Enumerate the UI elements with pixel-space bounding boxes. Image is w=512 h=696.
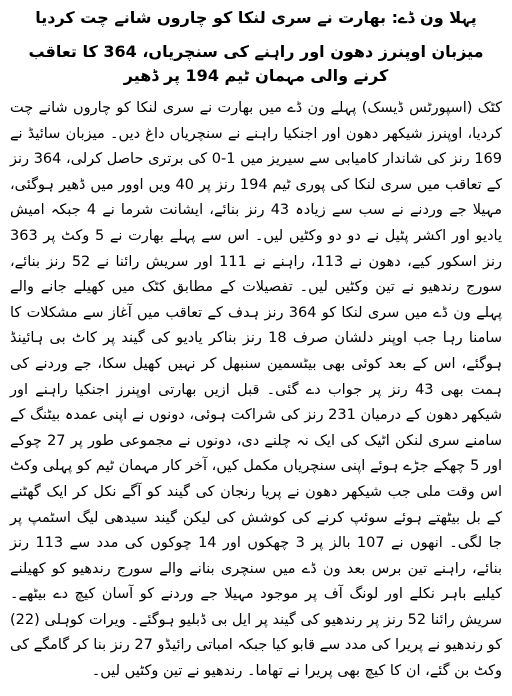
article-headline: پہلا ون ڈے: بھارت نے سری لنکا کو چاروں شانے چت کردیا [35,8,477,27]
article-body: کٹک (اسپورٹس ڈیسک) پہلے ون ڈے میں بھارت نے سری لنکا کو چاروں شانے چت کردیا، اوپنرز شیکھر دھون اور اجنکیا راہنے نے سنچریاں داغ دیں۔ میزبان سائیڈ نے 169 رنز کی شاندار کامیابی سے سیریز میں 1-0 کی برتری حاصل کرلی، 364 رنز کے تعاقب میں سری لنکا کی پوری ٹیم 194 رنز پر 40 ویں اوور میں ڈھیر ہوگئی، مہیلا جے وردنے نے سب سے زیادہ 43 رنز بنائے، ایشانت شرما نے 4 جبکہ امیش یادیو اور اکشر پٹیل نے دو دو وکٹیں لیں۔ اس سے پہلے بھارت نے 5 وکٹ پر 363 رنز اسکور کیے، دھون نے 113، راہنے نے 111 اور سریش رائنا نے 52 رنز بنائے، سورج رندھیو نے تین وکٹیں لیں۔ تفصیلات کے مطابق کٹک میں کھیلے جانے والے پہلے ون ڈے میں سری لنکا کو 364 رنز ہدف کے تعاقب میں آغاز سے مشکلات کا سامنا رہا جب اوپنر دلشان صرف 18 رنز بناکر یادیو کی گیند پر کاٹ بی ہائینڈ ہوگئے، اس کے بعد کوئی بھی بیٹسمین سنبھل کر نہیں کھیل سکا، جے وردنے کی ہمت بھی 43 رنز پر جواب دے گئی۔ قبل ازیں بھارتی اوپنرز اجنکیا راہنے اور شیکھر دھون کے درمیان 231 رنز کی شراکت ہوئی، دونوں نے اپنی عمدہ بیٹنگ کے سامنے سری لنکن اٹیک کی ایک نہ چلنے دی، دونوں نے مجموعی طور پر 27 چوکے اور 5 چھکے جڑے ہوئے اپنی سنچریاں مکمل کیں، آخر کار مہمان ٹیم کو پہلی وکٹ اس وقت ملی جب شیکھر دھون نے پریا رنجان کی گیند کو آگے نکل کر ایک گھٹنے کے بل بیٹھتے ہوئے سوئپ کرنے کی کوشش کی لیکن گیند سیدھی لیگ اسٹمپ پر جا لگی۔ انھوں نے 107 بالز پر 3 چھکوں اور 14 چوکوں کی مدد سے 113 رنز بنائے، راہنے تین برس بعد ون ڈے میں سنچری بنانے والے سورج رندھیو کو کھیلنے کیلیے باہر نکلے اور لونگ آف پر موجود مہیلا جے وردنے کو آسان کیچ دے بیٹھے۔ سریش رائنا 52 رنز پر رندھیو کی گیند پر ایل بی ڈبلیو ہوگئے۔ ویرات کوہلی (22) کو رندھیو نے پریرا کی مدد سے قابو کیا جبکہ امباتی رائیڈو 27 رنز بنا کر گامگے کی وکٹ بن گئے، ان کا کیچ بھی پریرا نے تھاما۔ رندھیو نے تین وکٹیں لیں۔ [9,100,503,680]
article-subheadline: میزبان اوپنرز دھون اور راہنے کی سنچریاں، 364 کا تعاقب کرنے والی مہمان ٹیم 194 پر ڈھیر [28,42,484,85]
